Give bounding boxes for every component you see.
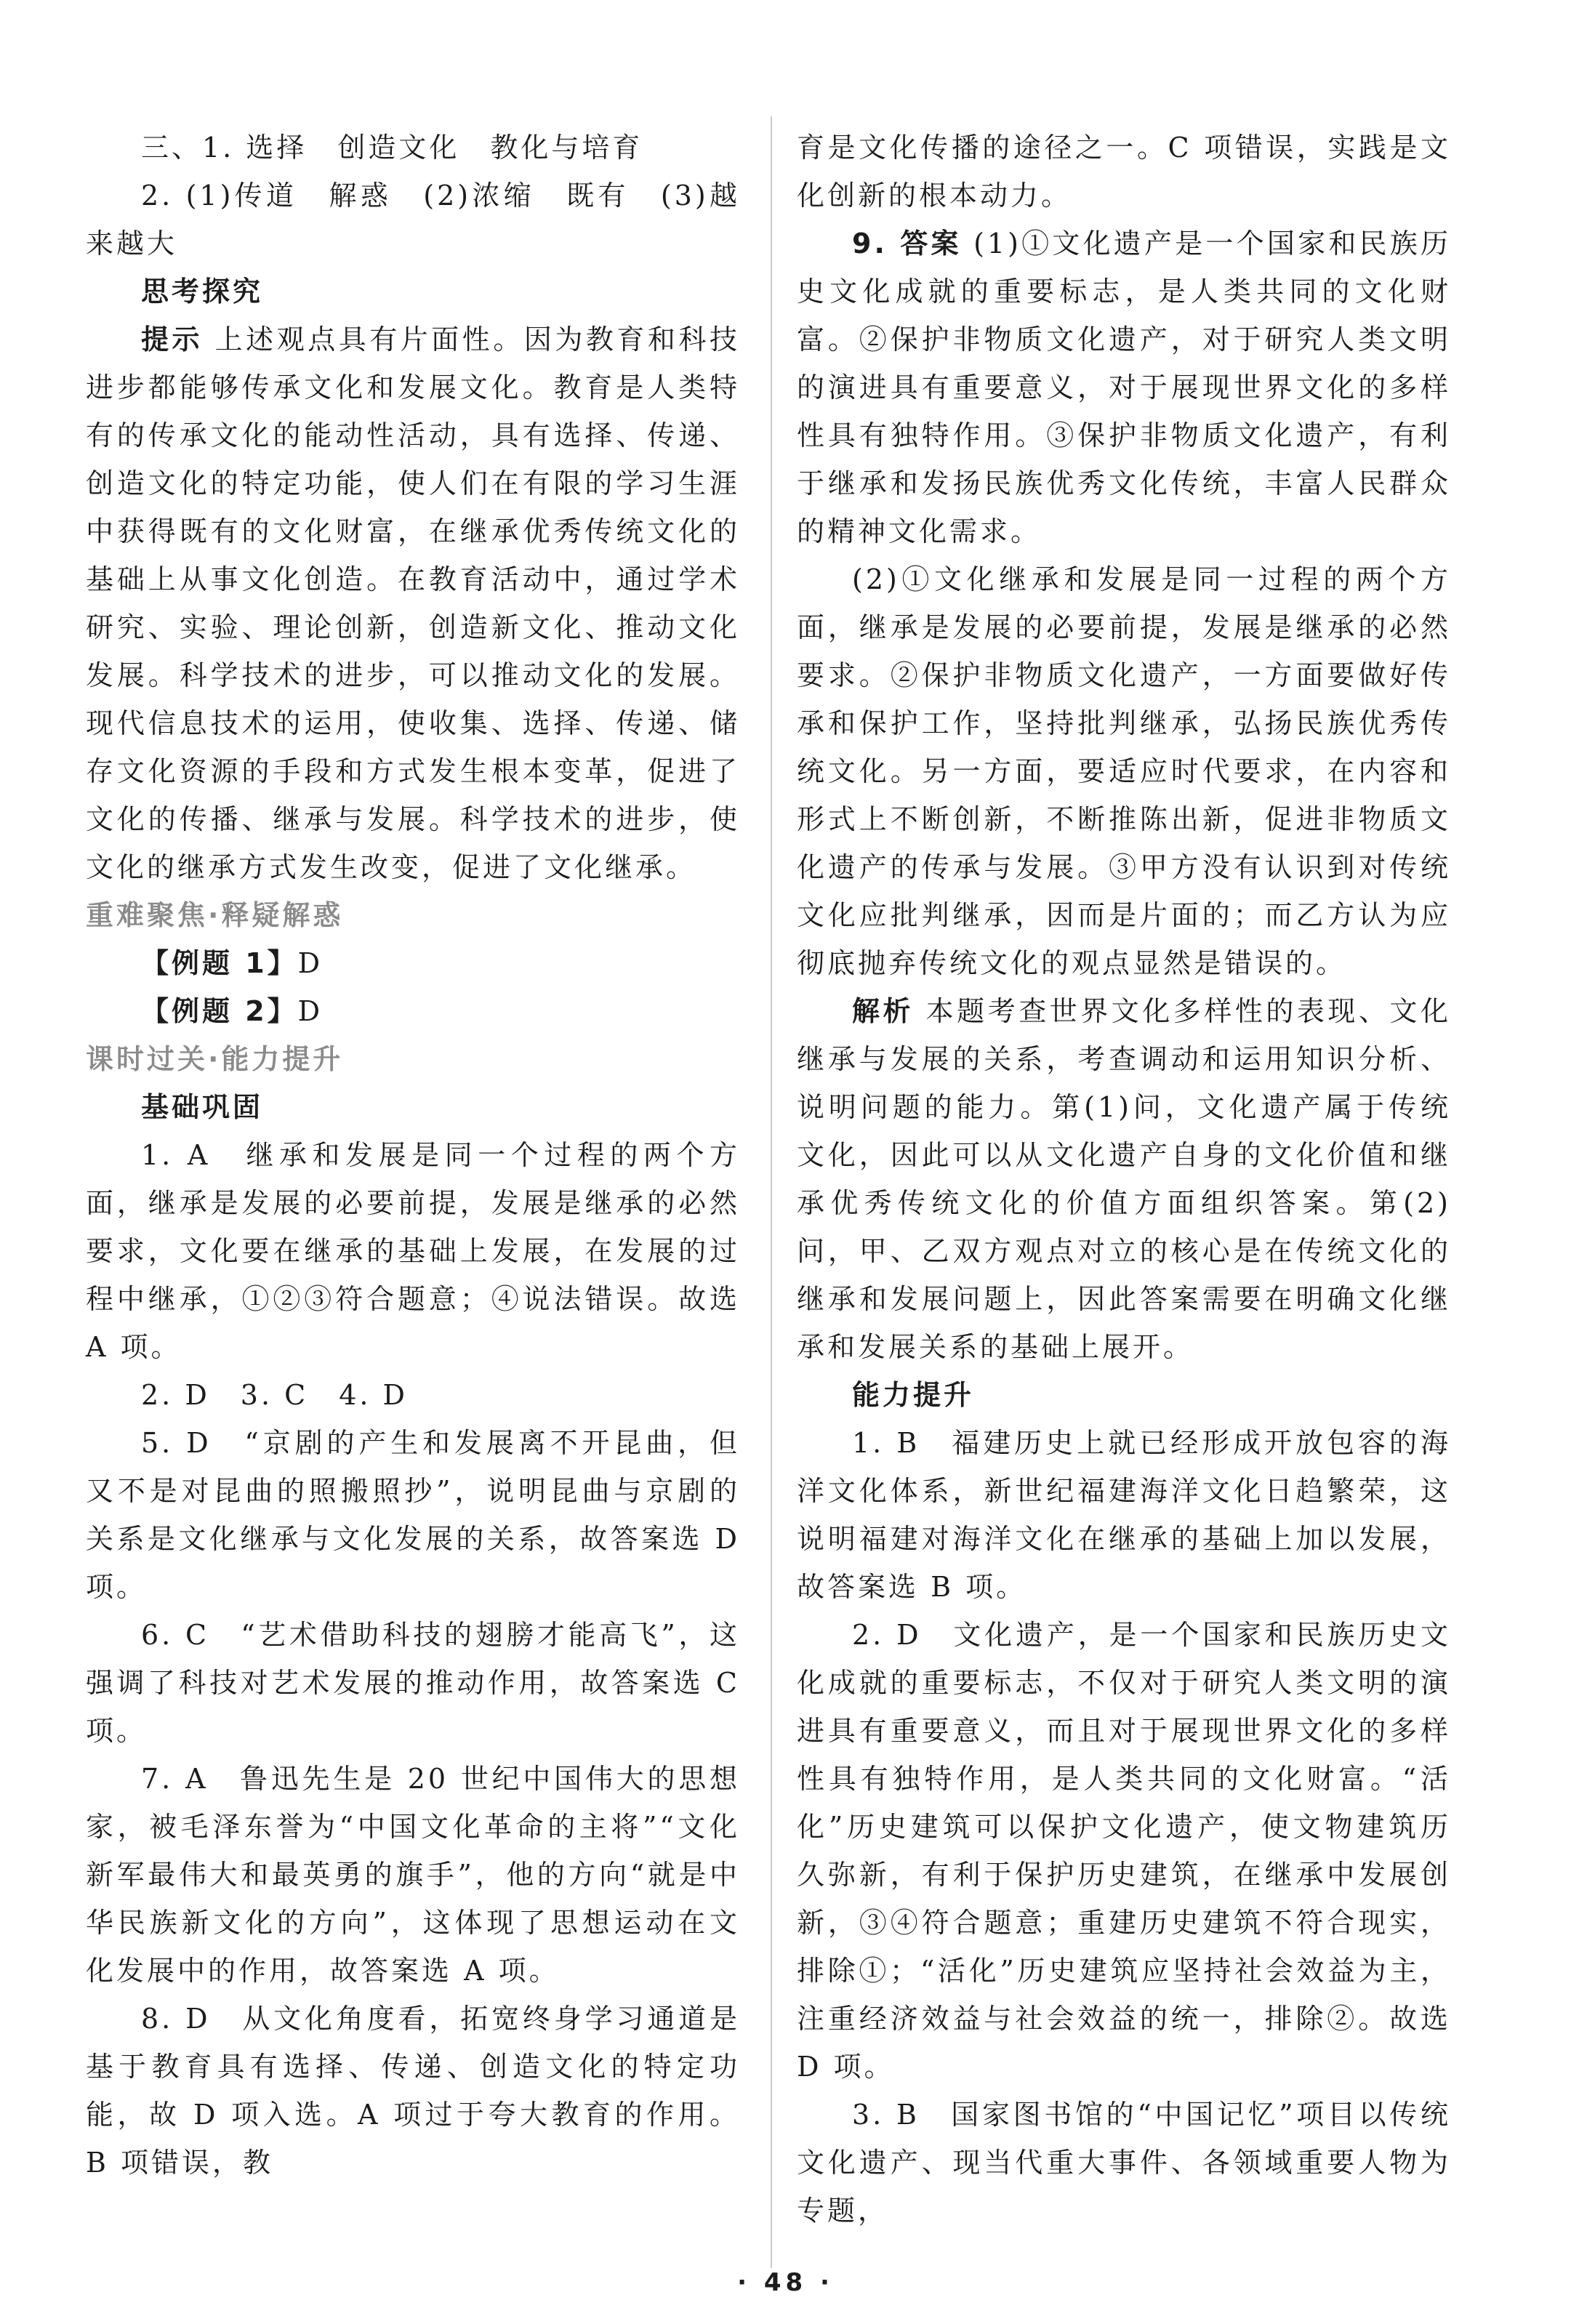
answer-text: 2. D 3. C 4. D <box>141 1379 409 1411</box>
answer-paragraph <box>86 172 740 268</box>
answer-text: 8. D 从文化角度看，拓宽终身学习通道是基于教育具有选择、传递、创造文化的特定功能，故 D 项入选。A 项过于夸大教育的作用。B 项错误，教 <box>86 2003 740 2179</box>
answer-text: 三、1. 选择 创造文化 教化与培育 <box>141 132 643 164</box>
section-heading: 课时过关·能力提升 <box>86 1043 344 1075</box>
answer-paragraph <box>797 987 1451 1371</box>
right-column <box>797 124 1451 2235</box>
answer-paragraph <box>797 1419 1451 1611</box>
answer-text: D <box>297 995 324 1027</box>
answer-text: 7. A 鲁迅先生是 20 世纪中国伟大的思想家，被毛泽东誉为“中国文化革命的主将”“文化新军最伟大和最英勇的旗手”，他的方向“就是中华民族新文化的方向”，这体现了思想运动在文化发展中的作用，故答案选 A 项。 <box>86 1763 740 1987</box>
answer-label: 【例题 1】 <box>141 947 298 979</box>
answer-text: 6. C “艺术借助科技的翅膀才能高飞”，这强调了科技对艺术发展的推动作用，故答案选 C 项。 <box>86 1619 740 1747</box>
answer-text: 2. (1)传道 解惑 (2)浓缩 既有 (3)越来越大 <box>86 180 740 260</box>
answer-paragraph <box>86 987 740 1035</box>
answer-paragraph <box>797 220 1451 555</box>
answer-paragraph <box>797 2091 1451 2235</box>
answer-paragraph <box>86 124 740 172</box>
answer-paragraph <box>797 1611 1451 2091</box>
answer-paragraph <box>86 1611 740 1755</box>
answer-paragraph <box>86 1131 740 1371</box>
page-number: · 48 · <box>737 2268 834 2297</box>
answer-label: 解析 <box>852 995 915 1027</box>
answer-label: 9. 答案 <box>852 228 962 260</box>
left-column <box>86 124 740 2187</box>
answer-paragraph <box>797 124 1451 220</box>
answer-text: 1. A 继承和发展是同一个过程的两个方面，继承是发展的必要前提，发展是继承的必然要求，文化要在继承的基础上发展，在发展的过程中继承，①②③符合题意；④说法错误。故选 A 项。 <box>86 1139 740 1363</box>
subsection-heading: 思考探究 <box>141 276 264 307</box>
answer-text: 育是文化传播的途径之一。C 项错误，实践是文化创新的根本动力。 <box>797 132 1451 212</box>
subsection-heading: 基础巩固 <box>141 1091 264 1123</box>
answer-label: 【例题 2】 <box>141 995 298 1027</box>
column-divider <box>771 116 772 2268</box>
answer-paragraph <box>797 555 1451 987</box>
answer-text: 1. B 福建历史上就已经形成开放包容的海洋文化体系，新世纪福建海洋文化日趋繁荣，这说明福建对海洋文化在继承的基础上加以发展，故答案选 B 项。 <box>797 1427 1451 1603</box>
answer-paragraph <box>86 1371 740 1419</box>
answer-text: D <box>297 947 324 979</box>
answer-label: 提示 <box>141 323 204 355</box>
answer-paragraph <box>86 1419 740 1611</box>
answer-paragraph <box>86 1755 740 1995</box>
section-heading: 重难聚焦·释疑解惑 <box>86 899 344 931</box>
answer-text: 本题考查世界文化多样性的表现、文化继承与发展的关系，考查调动和运用知识分析、说明问题的能力。第(1)问，文化遗产属于传统文化，因此可以从文化遗产自身的文化价值和继承优秀传统文化的价值方面组织答案。第(2)问，甲、乙双方观点对立的核心是在传统文化的继承和发展问题上，因此答案需要在明确文化继承和发展关系的基础上展开。 <box>797 995 1451 1363</box>
answer-paragraph <box>86 315 740 891</box>
answer-text: (1)①文化遗产是一个国家和民族历史文化成就的重要标志，是人类共同的文化财富。②保护非物质文化遗产，对于研究人类文明的演进具有重要意义，对于展现世界文化的多样性具有独特作用。③保护非物质文化遗产，有利于继承和发扬民族优秀文化传统，丰富人民群众的精神文化需求。 <box>797 228 1451 547</box>
answer-text: 5. D “京剧的产生和发展离不开昆曲，但又不是对昆曲的照搬照抄”，说明昆曲与京剧的关系是文化继承与文化发展的关系，故答案选 D 项。 <box>86 1427 740 1603</box>
answer-text: 上述观点具有片面性。因为教育和科技进步都能够传承文化和发展文化。教育是人类特有的传承文化的能动性活动，具有选择、传递、创造文化的特定功能，使人们在有限的学习生涯中获得既有的文化财富，在继承优秀传统文化的基础上从事文化创造。在教育活动中，通过学术研究、实验、理论创新，创造新文化、推动文化发展。科学技术的进步，可以推动文化的发展。现代信息技术的运用，使收集、选择、传递、储存文化资源的手段和方式发生根本变革，促进了文化的传播、继承与发展。科学技术的进步，使文化的继承方式发生改变，促进了文化继承。 <box>86 323 740 883</box>
answer-paragraph <box>86 1995 740 2187</box>
answer-text: 3. B 国家图书馆的“中国记忆”项目以传统文化遗产、现当代重大事件、各领域重要人物为专题， <box>797 2099 1451 2227</box>
subsection-heading: 能力提升 <box>852 1379 975 1411</box>
answer-text: (2)①文化继承和发展是同一过程的两个方面，继承是发展的必要前提，发展是继承的必然要求。②保护非物质文化遗产，一方面要做好传承和保护工作，坚持批判继承，弘扬民族优秀传统文化。另一方面，要适应时代要求，在内容和形式上不断创新，不断推陈出新，促进非物质文化遗产的传承与发展。③甲方没有认识到对传统文化应批判继承，因而是片面的；而乙方认为应彻底抛弃传统文化的观点显然是错误的。 <box>797 563 1451 979</box>
answer-paragraph <box>86 939 740 987</box>
answer-text: 2. D 文化遗产，是一个国家和民族历史文化成就的重要标志，不仅对于研究人类文明的演进具有重要意义，而且对于展现世界文化的多样性具有独特作用，是人类共同的文化财富。“活化”历史建筑可以保护文化遗产，使文物建筑历久弥新，有利于保护历史建筑，在继承中发展创新，③④符合题意；重建历史建筑不符合现实，排除①；“活化”历史建筑应坚持社会效益为主，注重经济效益与社会效益的统一，排除②。故选 D 项。 <box>797 1619 1451 2083</box>
